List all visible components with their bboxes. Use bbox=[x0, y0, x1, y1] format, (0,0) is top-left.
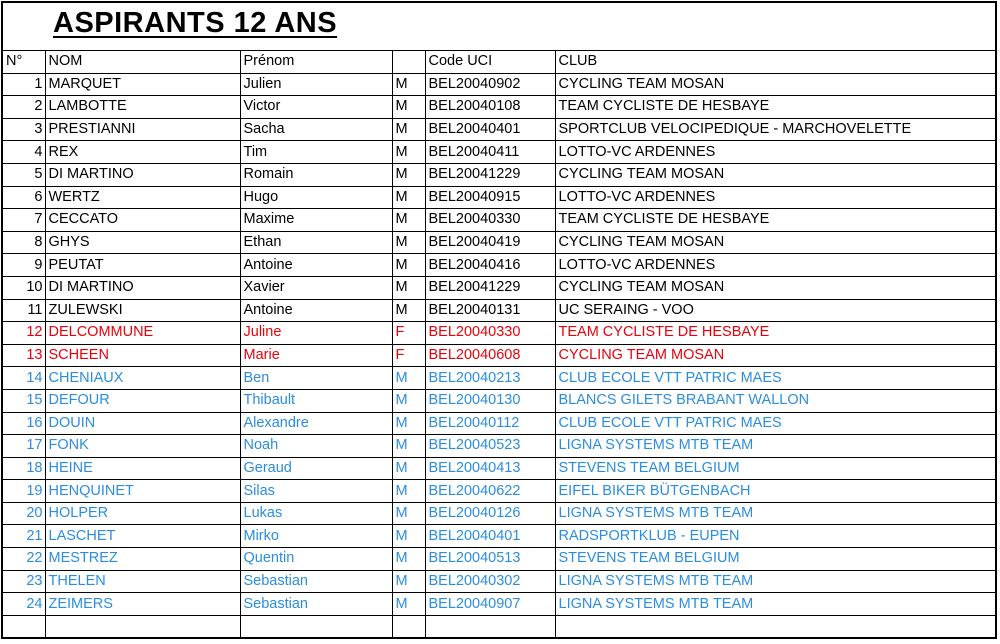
table-row bbox=[3, 73, 995, 96]
rider-uci-code: BEL20040413 bbox=[425, 457, 555, 480]
rider-uci-code: BEL20040419 bbox=[425, 231, 555, 254]
rider-sex: M bbox=[392, 73, 425, 96]
header-num: N° bbox=[3, 51, 45, 73]
table-row bbox=[3, 322, 995, 345]
rider-uci-code: BEL20040112 bbox=[425, 412, 555, 435]
rider-first-name: Silas bbox=[240, 480, 392, 503]
rider-club: CYCLING TEAM MOSAN bbox=[555, 231, 995, 254]
rider-last-name: PRESTIANNI bbox=[45, 118, 240, 141]
rider-last-name: THELEN bbox=[45, 570, 240, 593]
rider-last-name: REX bbox=[45, 141, 240, 164]
rider-number: 19 bbox=[3, 480, 45, 503]
rider-first-name: Antoine bbox=[240, 254, 392, 277]
rider-sex: M bbox=[392, 231, 425, 254]
rider-uci-code: BEL20040523 bbox=[425, 435, 555, 458]
rider-first-name: Xavier bbox=[240, 276, 392, 299]
rider-first-name: Juline bbox=[240, 322, 392, 345]
table-row bbox=[3, 209, 995, 232]
rider-first-name: Noah bbox=[240, 435, 392, 458]
rider-number: 18 bbox=[3, 457, 45, 480]
rider-first-name: Tim bbox=[240, 141, 392, 164]
table-row bbox=[3, 570, 995, 593]
table-row bbox=[3, 593, 995, 616]
rider-sex: M bbox=[392, 412, 425, 435]
rider-uci-code: BEL20040330 bbox=[425, 322, 555, 345]
rider-uci-code: BEL20041229 bbox=[425, 276, 555, 299]
header-sexe bbox=[392, 51, 425, 73]
table-row bbox=[3, 231, 995, 254]
rider-last-name: MARQUET bbox=[45, 73, 240, 96]
rider-club: LOTTO-VC ARDENNES bbox=[555, 254, 995, 277]
rider-sex: M bbox=[392, 118, 425, 141]
rider-number: 4 bbox=[3, 141, 45, 164]
rider-last-name: PEUTAT bbox=[45, 254, 240, 277]
empty-cell bbox=[555, 615, 995, 637]
rider-last-name: MESTREZ bbox=[45, 548, 240, 571]
rider-sex: M bbox=[392, 254, 425, 277]
header-code-uci: Code UCI bbox=[425, 51, 555, 73]
rider-club: LIGNA SYSTEMS MTB TEAM bbox=[555, 593, 995, 616]
empty-row bbox=[3, 615, 995, 637]
table-row bbox=[3, 412, 995, 435]
rider-club: CYCLING TEAM MOSAN bbox=[555, 73, 995, 96]
empty-cell bbox=[425, 615, 555, 637]
rider-last-name: FONK bbox=[45, 435, 240, 458]
empty-cell bbox=[3, 615, 45, 637]
rider-club: LOTTO-VC ARDENNES bbox=[555, 141, 995, 164]
rider-club: CYCLING TEAM MOSAN bbox=[555, 276, 995, 299]
rider-first-name: Sacha bbox=[240, 118, 392, 141]
rider-last-name: ZULEWSKI bbox=[45, 299, 240, 322]
rider-uci-code: BEL20040108 bbox=[425, 96, 555, 119]
rider-first-name: Julien bbox=[240, 73, 392, 96]
rider-sex: M bbox=[392, 480, 425, 503]
rider-number: 12 bbox=[3, 322, 45, 345]
rider-number: 11 bbox=[3, 299, 45, 322]
rider-club: LIGNA SYSTEMS MTB TEAM bbox=[555, 435, 995, 458]
rider-first-name: Mirko bbox=[240, 525, 392, 548]
rider-club: STEVENS TEAM BELGIUM bbox=[555, 457, 995, 480]
rider-sex: M bbox=[392, 141, 425, 164]
rider-number: 16 bbox=[3, 412, 45, 435]
table-row bbox=[3, 186, 995, 209]
rider-sex: M bbox=[392, 593, 425, 616]
rider-number: 21 bbox=[3, 525, 45, 548]
rider-last-name: DEFOUR bbox=[45, 389, 240, 412]
rider-club: LIGNA SYSTEMS MTB TEAM bbox=[555, 502, 995, 525]
rider-sex: M bbox=[392, 389, 425, 412]
rider-uci-code: BEL20040401 bbox=[425, 118, 555, 141]
rider-club: BLANCS GILETS BRABANT WALLON bbox=[555, 389, 995, 412]
table-header-row bbox=[3, 51, 995, 73]
empty-cell bbox=[240, 615, 392, 637]
rider-uci-code: BEL20040213 bbox=[425, 367, 555, 390]
rider-last-name: LAMBOTTE bbox=[45, 96, 240, 119]
header-prenom: Prénom bbox=[240, 51, 392, 73]
rider-club: CYCLING TEAM MOSAN bbox=[555, 344, 995, 367]
table-row bbox=[3, 344, 995, 367]
rider-last-name: DOUIN bbox=[45, 412, 240, 435]
rider-uci-code: BEL20040622 bbox=[425, 480, 555, 503]
rider-uci-code: BEL20040131 bbox=[425, 299, 555, 322]
rider-sex: F bbox=[392, 344, 425, 367]
empty-cell bbox=[392, 615, 425, 637]
rider-first-name: Romain bbox=[240, 163, 392, 186]
rider-first-name: Lukas bbox=[240, 502, 392, 525]
rider-first-name: Alexandre bbox=[240, 412, 392, 435]
rider-number: 14 bbox=[3, 367, 45, 390]
table-row bbox=[3, 163, 995, 186]
table-row bbox=[3, 276, 995, 299]
rider-uci-code: BEL20040401 bbox=[425, 525, 555, 548]
header-nom: NOM bbox=[45, 51, 240, 73]
rider-club: EIFEL BIKER BÜTGENBACH bbox=[555, 480, 995, 503]
rider-first-name: Maxime bbox=[240, 209, 392, 232]
rider-uci-code: BEL20040411 bbox=[425, 141, 555, 164]
rider-last-name: HENQUINET bbox=[45, 480, 240, 503]
rider-last-name: HOLPER bbox=[45, 502, 240, 525]
rider-uci-code: BEL20040608 bbox=[425, 344, 555, 367]
rider-number: 7 bbox=[3, 209, 45, 232]
table-row bbox=[3, 118, 995, 141]
rider-number: 20 bbox=[3, 502, 45, 525]
rider-first-name: Sebastian bbox=[240, 593, 392, 616]
rider-first-name: Ethan bbox=[240, 231, 392, 254]
rider-sex: M bbox=[392, 570, 425, 593]
rider-first-name: Sebastian bbox=[240, 570, 392, 593]
rider-sex: M bbox=[392, 96, 425, 119]
riders-table bbox=[3, 51, 995, 637]
rider-first-name: Antoine bbox=[240, 299, 392, 322]
rider-number: 13 bbox=[3, 344, 45, 367]
rider-number: 6 bbox=[3, 186, 45, 209]
title-row bbox=[3, 3, 995, 51]
rider-last-name: DELCOMMUNE bbox=[45, 322, 240, 345]
rider-last-name: LASCHET bbox=[45, 525, 240, 548]
rider-club: UC SERAING - VOO bbox=[555, 299, 995, 322]
rider-last-name: DI MARTINO bbox=[45, 163, 240, 186]
table-row bbox=[3, 389, 995, 412]
rider-number: 10 bbox=[3, 276, 45, 299]
rider-club: STEVENS TEAM BELGIUM bbox=[555, 548, 995, 571]
rider-last-name: GHYS bbox=[45, 231, 240, 254]
rider-club: CLUB ECOLE VTT PATRIC MAES bbox=[555, 367, 995, 390]
table-row bbox=[3, 299, 995, 322]
header-club: CLUB bbox=[555, 51, 995, 73]
empty-cell bbox=[45, 615, 240, 637]
rider-first-name: Marie bbox=[240, 344, 392, 367]
rider-club: LIGNA SYSTEMS MTB TEAM bbox=[555, 570, 995, 593]
rider-club: TEAM CYCLISTE DE HESBAYE bbox=[555, 96, 995, 119]
rider-number: 15 bbox=[3, 389, 45, 412]
rider-club: LOTTO-VC ARDENNES bbox=[555, 186, 995, 209]
rider-number: 1 bbox=[3, 73, 45, 96]
rider-number: 8 bbox=[3, 231, 45, 254]
rider-first-name: Quentin bbox=[240, 548, 392, 571]
rider-last-name: CHENIAUX bbox=[45, 367, 240, 390]
rider-first-name: Victor bbox=[240, 96, 392, 119]
rider-uci-code: BEL20040907 bbox=[425, 593, 555, 616]
rider-club: RADSPORTKLUB - EUPEN bbox=[555, 525, 995, 548]
rider-number: 23 bbox=[3, 570, 45, 593]
rider-uci-code: BEL20040130 bbox=[425, 389, 555, 412]
rider-uci-code: BEL20040330 bbox=[425, 209, 555, 232]
rider-last-name: SCHEEN bbox=[45, 344, 240, 367]
rider-last-name: WERTZ bbox=[45, 186, 240, 209]
rider-sex: M bbox=[392, 367, 425, 390]
rider-last-name: ZEIMERS bbox=[45, 593, 240, 616]
rider-last-name: CECCATO bbox=[45, 209, 240, 232]
rider-number: 2 bbox=[3, 96, 45, 119]
rider-club: TEAM CYCLISTE DE HESBAYE bbox=[555, 322, 995, 345]
table-row bbox=[3, 367, 995, 390]
table-row bbox=[3, 548, 995, 571]
rider-sex: M bbox=[392, 209, 425, 232]
rider-uci-code: BEL20040126 bbox=[425, 502, 555, 525]
rider-sex: M bbox=[392, 457, 425, 480]
rider-sex: M bbox=[392, 186, 425, 209]
rider-uci-code: BEL20040513 bbox=[425, 548, 555, 571]
table-row bbox=[3, 96, 995, 119]
page-title: ASPIRANTS 12 ANS bbox=[53, 7, 338, 39]
table-row bbox=[3, 141, 995, 164]
rider-number: 22 bbox=[3, 548, 45, 571]
rider-club: CLUB ECOLE VTT PATRIC MAES bbox=[555, 412, 995, 435]
table-row bbox=[3, 525, 995, 548]
rider-sex: M bbox=[392, 163, 425, 186]
rider-sex: M bbox=[392, 525, 425, 548]
table-row bbox=[3, 480, 995, 503]
rider-last-name: DI MARTINO bbox=[45, 276, 240, 299]
table-row bbox=[3, 254, 995, 277]
rider-last-name: HEINE bbox=[45, 457, 240, 480]
rider-sex: M bbox=[392, 299, 425, 322]
rider-first-name: Hugo bbox=[240, 186, 392, 209]
rider-sex: M bbox=[392, 435, 425, 458]
rider-uci-code: BEL20040416 bbox=[425, 254, 555, 277]
rider-club: CYCLING TEAM MOSAN bbox=[555, 163, 995, 186]
table-row bbox=[3, 457, 995, 480]
rider-number: 24 bbox=[3, 593, 45, 616]
rider-uci-code: BEL20040302 bbox=[425, 570, 555, 593]
rider-number: 3 bbox=[3, 118, 45, 141]
rider-sex: M bbox=[392, 276, 425, 299]
rider-uci-code: BEL20040915 bbox=[425, 186, 555, 209]
rider-uci-code: BEL20040902 bbox=[425, 73, 555, 96]
rider-first-name: Thibault bbox=[240, 389, 392, 412]
rider-club: SPORTCLUB VELOCIPEDIQUE - MARCHOVELETTE bbox=[555, 118, 995, 141]
rider-sex: M bbox=[392, 502, 425, 525]
rider-first-name: Geraud bbox=[240, 457, 392, 480]
rider-number: 17 bbox=[3, 435, 45, 458]
table-row bbox=[3, 435, 995, 458]
rider-uci-code: BEL20041229 bbox=[425, 163, 555, 186]
rider-first-name: Ben bbox=[240, 367, 392, 390]
rider-sex: M bbox=[392, 548, 425, 571]
table-row bbox=[3, 502, 995, 525]
rider-number: 9 bbox=[3, 254, 45, 277]
spreadsheet bbox=[1, 1, 997, 639]
rider-sex: F bbox=[392, 322, 425, 345]
rider-club: TEAM CYCLISTE DE HESBAYE bbox=[555, 209, 995, 232]
rider-number: 5 bbox=[3, 163, 45, 186]
